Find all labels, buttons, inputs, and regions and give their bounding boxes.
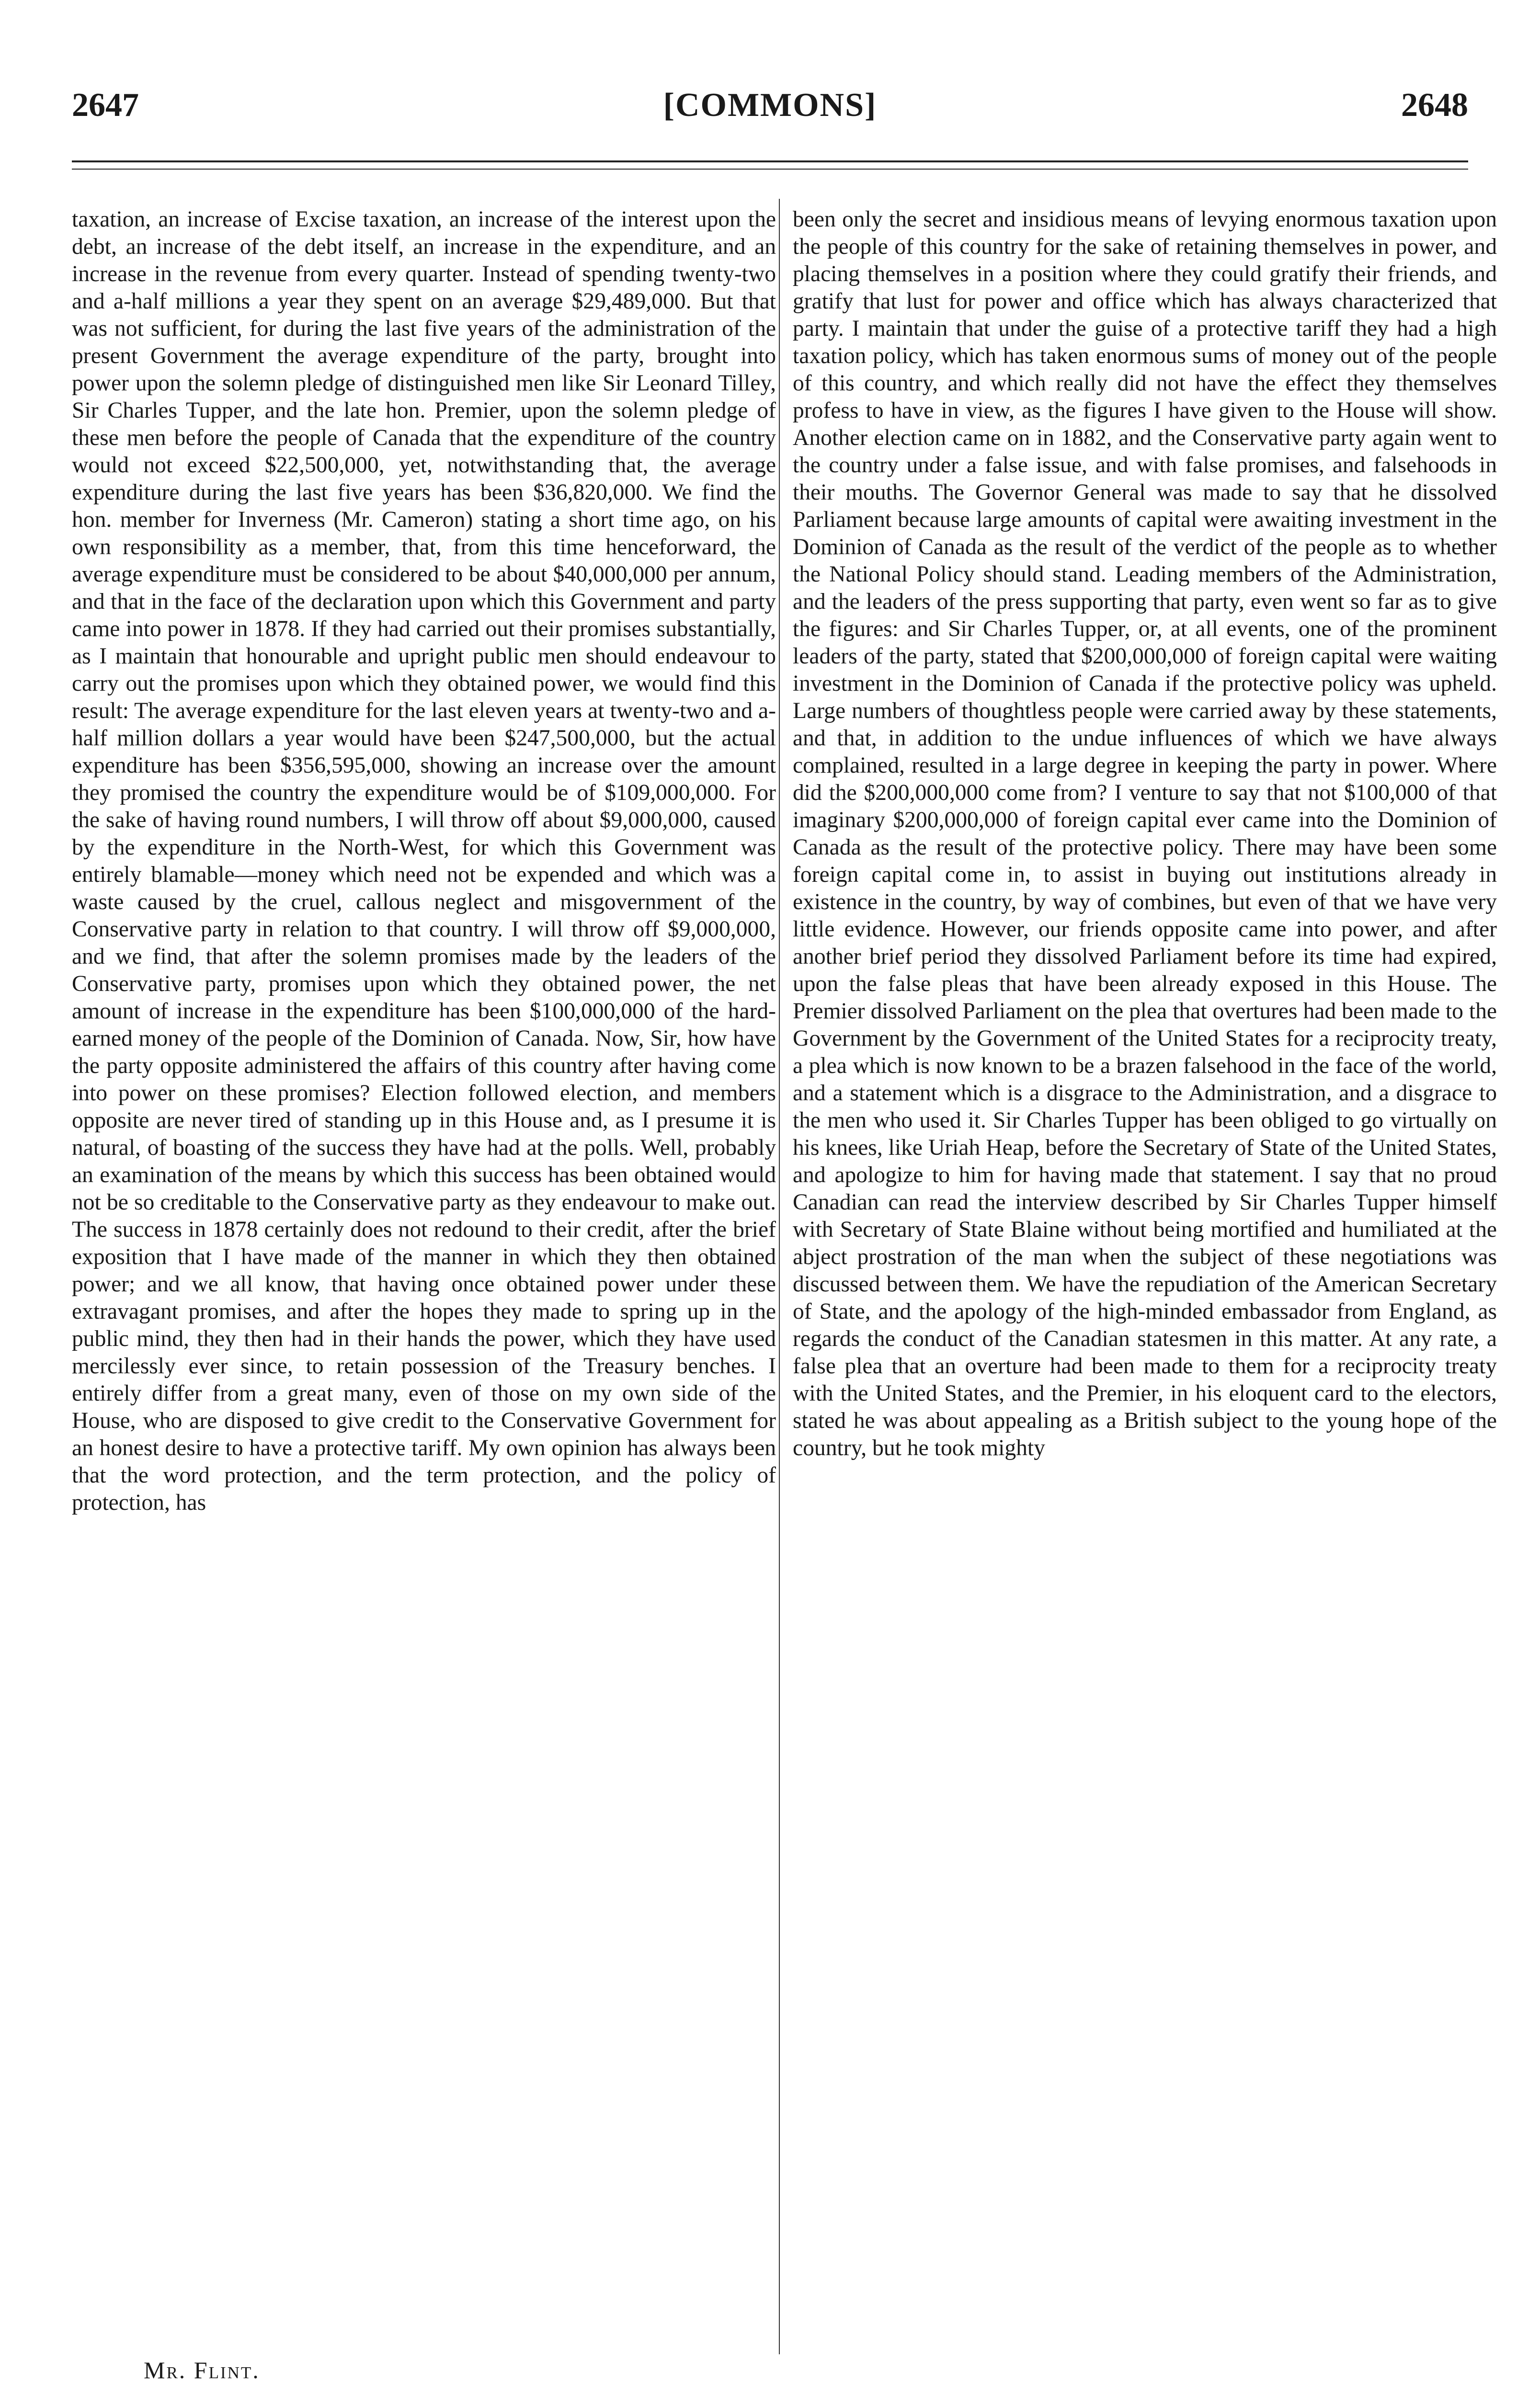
speaker-footer: Mr. Flint. xyxy=(144,2357,260,2384)
page-number-right: 2648 xyxy=(1401,87,1468,124)
column-divider xyxy=(779,199,780,2354)
right-column-text: been only the secret and insidious means of levying enormous taxation upon the people of this country for the sake of retaining themselves in power, and placing themselves in a position where they could gratify their friends, and gratify that lust for power and office which has always characterized that party. I maintain that under the guise of a protective tariff they had a high taxation policy, which has taken enormous sums of money out of the people of this country, and which really did not have the effect they themselves profess to have in view, as the figures I have given to the House will show. Another election came on in 1882, and the Conservative party again went to the country under a false issue, and with false promises, and falsehoods in their mouths. The Governor General was made to say that he dissolved Parliament because large amounts of capital were awaiting investment in the Dominion of Canada as the result of the verdict of the people as to whether the National Policy should stand. Leading members of the Administration, and the leaders of the press supporting that party, even went so far as to give the figures: and Sir Charles Tupper, or, at all events, one of the prominent leaders of the party, stated that $200,000,000 of foreign capital were waiting investment in the Dominion of Canada if the protective policy was upheld. Large numbers of thoughtless people were carried away by these statements, and that, in addition to the undue influences of which we have always complained, resulted in a large degree in keeping the party in power. Where did the $200,000,000 come from? I venture to say that not $100,000 of that imaginary $200,000,000 of foreign capital ever came into the Dominion of Canada as the result of the protective policy. There may have been some foreign capital come in, to assist in buying out institutions already in existence in the country, by way of combines, but even of that we have very little evidence. However, our friends opposite came into power, and after another brief period they dissolved Parliament before its time had expired, upon the false pleas that have been already exposed in this House. The Premier dissolved Parliament on the plea that overtures had been made to the Government by the Government of the United States for a reciprocity treaty, a plea which is now known to be a brazen falsehood in the face of the world, and a statement which is a disgrace to the Administration, and a disgrace to the men who used it. Sir Charles Tupper has been obliged to go virtually on his knees, like Uriah Heap, before the Secretary of State of the United States, and apologize to him for having made that statement. I say that no proud Canadian can read the interview described by Sir Charles Tupper himself with Secretary of State Blaine without being mortified and humiliated at the abject prostration of the man when the subject of these negotiations was discussed between them. We have the repudiation of the American Secretary of State, and the apology of the high-minded embassador from England, as regards the conduct of the Canadian statesmen in this matter. At any rate, a false plea that an overture had been made to them for a reciprocity treaty with the United States, and the Premier, in his eloquent card to the electors, stated he was about appealing as a British subject to the young hope of the country, but he took mighty xyxy=(793,207,1497,1460)
header-rule-thin xyxy=(72,169,1468,170)
page-number-left: 2647 xyxy=(72,87,139,124)
page-header xyxy=(72,79,1468,132)
left-column-text: taxation, an increase of Excise taxation, an increase of the interest upon the debt, an increase of the debt itself, an increase in the expenditure, and an increase in the revenue from every quarter. Instead of spending twenty-two and a-half millions a year they spent on an average $29,489,000. But that was not sufficient, for during the last five years of the administration of the present Government the average expenditure of the party, brought into power upon the solemn pledge of distinguished men like Sir Leonard Tilley, Sir Charles Tupper, and the late hon. Premier, upon the solemn pledge of these men before the people of Canada that the expenditure of the country would not exceed $22,500,000, yet, notwithstanding that, the average expenditure during the last five years has been $36,820,000. We find the hon. member for Inverness (Mr. Cameron) stating a short time ago, on his own responsibility as a member, that, from this time henceforward, the average expenditure must be considered to be about $40,000,000 per annum, and that in the face of the declaration upon which this Government and party came into power in 1878. If they had carried out their promises substantially, as I maintain that honourable and upright public men should endeavour to carry out the promises upon which they obtained power, we would find this result: The average expenditure for the last eleven years at twenty-two and a-half million dollars a year would have been $247,500,000, but the actual expenditure has been $356,595,000, showing an increase over the amount they promised the country the expenditure would be of $109,000,000. For the sake of having round numbers, I will throw off about $9,000,000, caused by the expenditure in the North-West, for which this Government was entirely blamable—money which need not be expended and which was a waste caused by the cruel, callous neglect and misgovernment of the Conservative party in relation to that country. I will throw off $9,000,000, and we find, that after the solemn promises made by the leaders of the Conservative party, promises upon which they obtained power, the net amount of increase in the expenditure has been $100,000,000 of the hard-earned money of the people of the Dominion of Canada. Now, Sir, how have the party opposite administered the affairs of this country after having come into power on these promises? Election followed election, and members opposite are never tired of standing up in this House and, as I presume it is natural, of boasting of the success they have had at the polls. Well, probably an examination of the means by which this success has been obtained would not be so creditable to the Conservative party as they endeavour to make out. The success in 1878 certainly does not redound to their credit, after the brief exposition that I have made of the manner in which they then obtained power; and we all know, that having once obtained power under these extravagant promises, and after the hopes they made to spring up in the public mind, they then had in their hands the power, which they have used mercilessly ever since, to retain possession of the Treasury benches. I entirely differ from a great many, even of those on my own side of the House, who are disposed to give credit to the Conservative Government for an honest desire to have a protective tariff. My own opinion has always been that the word protection, and the term protection, and the policy of protection, has xyxy=(72,207,776,1515)
header-rule-thick xyxy=(72,160,1468,162)
page-title: [COMMONS] xyxy=(663,87,877,124)
right-column xyxy=(793,206,1497,2352)
left-column xyxy=(72,206,776,2352)
